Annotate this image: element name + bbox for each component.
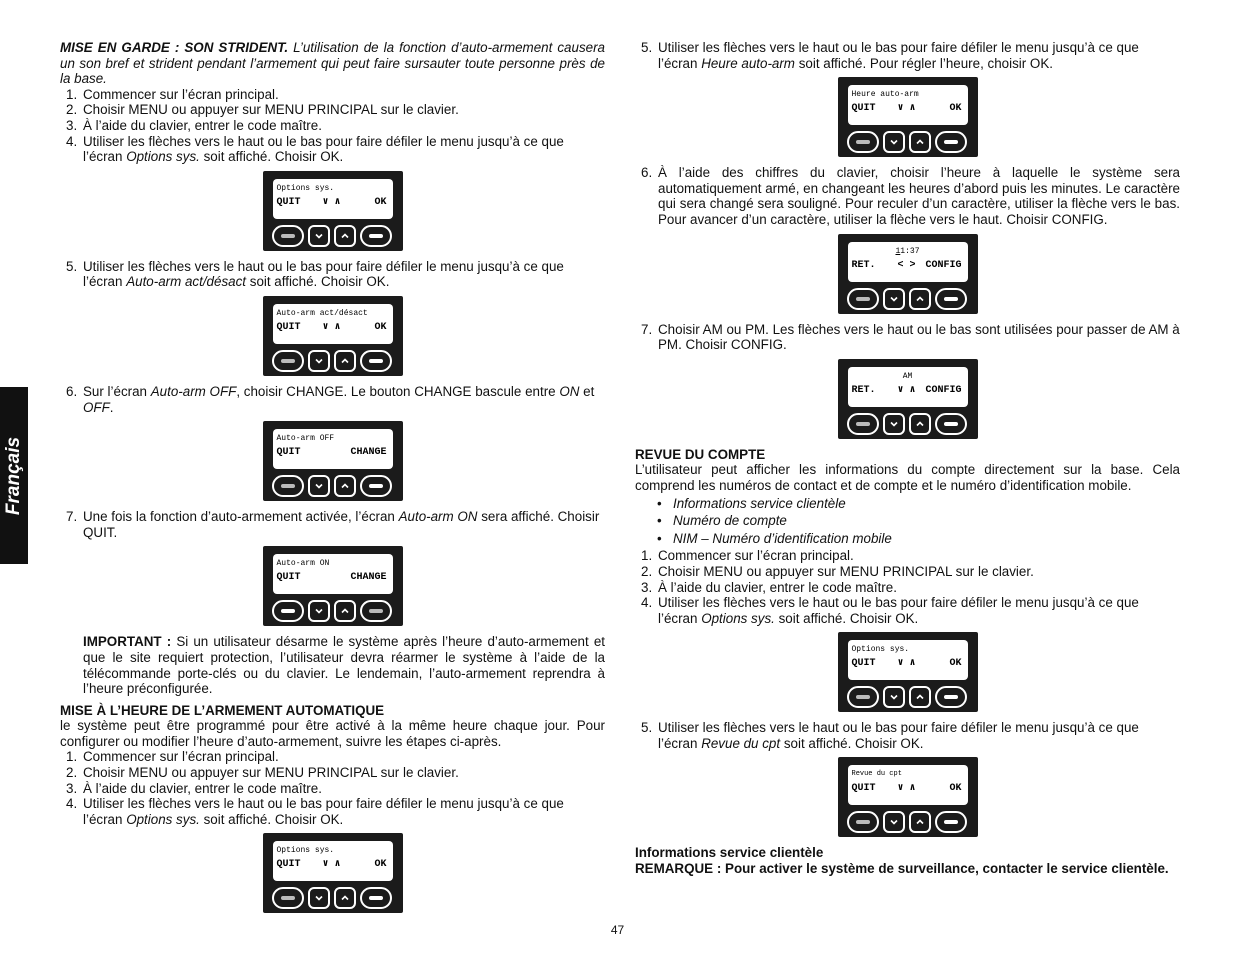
lcd-arrows: < > bbox=[897, 259, 916, 271]
lcd-right-label: CONFIG bbox=[925, 384, 962, 396]
keypad-display bbox=[838, 77, 978, 157]
list-item: 2. Choisir MENU ou appuyer sur MENU PRINCIPAL sur le clavier. bbox=[641, 563, 1034, 579]
lcd-screen bbox=[848, 640, 968, 680]
bullet-list bbox=[635, 496, 1180, 547]
list-item: 7. Une fois la fonction d’auto-armement activée, l’écran Auto-arm ON sera affiché. Choisir QUIT. bbox=[66, 509, 600, 540]
section-intro: L’utilisateur peut afficher les informations du compte directement sur la base. Cela comprend les numéros de contact et de compte et le numéro d’identification mobile. bbox=[635, 462, 1180, 493]
chevron-down-icon bbox=[890, 420, 898, 428]
left-softkey[interactable] bbox=[272, 475, 304, 497]
right-column bbox=[635, 40, 1180, 877]
left-softkey[interactable] bbox=[847, 413, 879, 435]
lcd-right-label: CHANGE bbox=[350, 572, 387, 584]
chevron-up-icon bbox=[916, 420, 924, 428]
keypad-display bbox=[263, 296, 403, 376]
section-heading: REVUE DU COMPTE bbox=[635, 446, 766, 462]
down-arrow-key[interactable] bbox=[883, 811, 905, 833]
section-intro: le système peut être programmé pour être activé à la même heure chaque jour. Pour configurer ou modifier l’heure d’auto-armement, suivre les étapes ci-après. bbox=[60, 718, 605, 749]
list-item: 3. À l’aide du clavier, entrer le code maître. bbox=[641, 579, 897, 595]
lcd-left-label: RET. bbox=[851, 259, 876, 271]
list-item: 7. Choisir AM ou PM. Les flèches vers le haut ou le bas sont utilisées pour passer de AM à PM. Choisir CONFIG. bbox=[641, 321, 1180, 353]
up-arrow-key[interactable] bbox=[909, 131, 931, 153]
list-item: 4. Utiliser les flèches vers le haut ou le bas pour faire défiler le menu jusqu’à ce que l’écran Options sys. soit affiché. Choisir OK. bbox=[66, 133, 564, 165]
lcd-right-label: OK bbox=[374, 859, 387, 871]
right-softkey[interactable] bbox=[360, 887, 392, 909]
chevron-down-icon bbox=[315, 482, 323, 490]
left-softkey[interactable] bbox=[272, 350, 304, 372]
right-softkey[interactable] bbox=[360, 475, 392, 497]
left-softkey[interactable] bbox=[847, 131, 879, 153]
lcd-left-label: RET. bbox=[851, 384, 876, 396]
down-arrow-key[interactable] bbox=[308, 887, 330, 909]
up-arrow-key[interactable] bbox=[909, 811, 931, 833]
lcd-left-label: QUIT bbox=[276, 196, 301, 208]
chevron-down-icon bbox=[890, 295, 898, 303]
down-arrow-key[interactable] bbox=[308, 475, 330, 497]
keypad-display bbox=[838, 234, 978, 314]
section-heading: MISE À L’HEURE DE L’ARMEMENT AUTOMATIQUE bbox=[60, 702, 385, 718]
lcd-title: Auto-arm ON bbox=[276, 559, 330, 569]
chevron-up-icon bbox=[916, 138, 924, 146]
up-arrow-key[interactable] bbox=[909, 288, 931, 310]
right-softkey[interactable] bbox=[935, 413, 967, 435]
list-item: 3. À l’aide du clavier, entrer le code maître. bbox=[66, 780, 322, 796]
down-arrow-key[interactable] bbox=[308, 225, 330, 247]
down-arrow-key[interactable] bbox=[883, 413, 905, 435]
steps-list-c bbox=[635, 548, 1180, 626]
chevron-down-icon bbox=[315, 232, 323, 240]
right-softkey[interactable] bbox=[935, 686, 967, 708]
left-softkey[interactable] bbox=[272, 887, 304, 909]
left-softkey[interactable] bbox=[847, 686, 879, 708]
lcd-title: Options sys. bbox=[276, 846, 335, 856]
lcd-title: Auto-arm act/désact bbox=[276, 308, 368, 318]
up-arrow-key[interactable] bbox=[334, 350, 356, 372]
up-arrow-key[interactable] bbox=[334, 887, 356, 909]
lcd-screen bbox=[848, 85, 968, 125]
list-item: 4. Utiliser les flèches vers le haut ou le bas pour faire défiler le menu jusqu’à ce que l’écran Options sys. soit affiché. Choisir OK. bbox=[641, 595, 1139, 626]
chevron-up-icon bbox=[341, 894, 349, 902]
right-softkey[interactable] bbox=[360, 350, 392, 372]
list-item: 1. Commencer sur l’écran principal. bbox=[66, 749, 279, 765]
up-arrow-key[interactable] bbox=[334, 225, 356, 247]
lcd-title: Options sys. bbox=[851, 645, 910, 655]
left-softkey[interactable] bbox=[272, 600, 304, 622]
lcd-left-label: QUIT bbox=[276, 859, 301, 871]
up-arrow-key[interactable] bbox=[334, 475, 356, 497]
right-softkey[interactable] bbox=[935, 811, 967, 833]
lcd-screen bbox=[273, 841, 393, 881]
lcd-arrows: ∨ ∧ bbox=[897, 783, 916, 795]
list-item: 5. Utiliser les flèches vers le haut ou le bas pour faire défiler le menu jusqu’à ce que l’écran Revue du cpt soit affiché. Choisir OK. bbox=[641, 720, 1139, 751]
chevron-up-icon bbox=[916, 693, 924, 701]
keypad-display bbox=[838, 757, 978, 837]
lcd-screen bbox=[273, 429, 393, 469]
list-item: • Numéro de compte bbox=[635, 513, 1180, 529]
warning-text: L’utilisation de la fonction d’auto-armement causera un son bref et strident pendant l’armement qui peut faire sursauter toute personne près de la base. bbox=[60, 40, 605, 87]
chevron-down-icon bbox=[890, 693, 898, 701]
list-item: 6. À l’aide des chiffres du clavier, choisir l’heure à laquelle le système sera automatiquement armé, en changeant les heures d’abord puis les minutes. Le caractère qui sera changé sera souligné. Pour reculer d’un caractère, utiliser la flèche vers le bas. Pour avancer d’un caractère, utiliser la flèche vers le haut. Choisir CONFIG. bbox=[641, 165, 1180, 227]
up-arrow-key[interactable] bbox=[909, 686, 931, 708]
lcd-title: Heure auto-arm bbox=[851, 90, 919, 100]
list-item: 4. Utiliser les flèches vers le haut ou le bas pour faire défiler le menu jusqu’à ce que l’écran Options sys. soit affiché. Choisir OK. bbox=[66, 796, 564, 827]
lcd-left-label: QUIT bbox=[276, 321, 301, 333]
lcd-screen bbox=[273, 304, 393, 344]
lcd-left-label: QUIT bbox=[276, 447, 301, 459]
up-arrow-key[interactable] bbox=[909, 413, 931, 435]
list-item: 2. Choisir MENU ou appuyer sur MENU PRINCIPAL sur le clavier. bbox=[66, 765, 459, 781]
chevron-up-icon bbox=[341, 482, 349, 490]
down-arrow-key[interactable] bbox=[308, 600, 330, 622]
lcd-title: AM bbox=[902, 371, 913, 381]
list-item: 5. Utiliser les flèches vers le haut ou le bas pour faire défiler le menu jusqu’à ce que l’écran Heure auto-arm soit affiché. Pour régler l’heure, choisir OK. bbox=[641, 40, 1139, 71]
chevron-down-icon bbox=[315, 894, 323, 902]
keypad-display bbox=[838, 632, 978, 712]
chevron-up-icon bbox=[916, 818, 924, 826]
chevron-up-icon bbox=[916, 295, 924, 303]
warning-title: MISE EN GARDE : SON STRIDENT. bbox=[60, 40, 289, 55]
lcd-left-label: QUIT bbox=[851, 783, 876, 795]
important-label: IMPORTANT : bbox=[83, 634, 172, 650]
remark: REMARQUE : Pour activer le système de surveillance, contacter le service clientèle. bbox=[635, 861, 1169, 877]
up-arrow-key[interactable] bbox=[334, 600, 356, 622]
lcd-arrows: ∨ ∧ bbox=[322, 859, 341, 871]
down-arrow-key[interactable] bbox=[308, 350, 330, 372]
steps-list-a bbox=[60, 87, 605, 165]
left-softkey[interactable] bbox=[847, 811, 879, 833]
chevron-down-icon bbox=[890, 818, 898, 826]
language-tab-label: Français bbox=[3, 436, 24, 515]
lcd-arrows: ∨ ∧ bbox=[897, 384, 916, 396]
list-item: 1. Commencer sur l’écran principal. bbox=[66, 86, 279, 102]
important-note: IMPORTANT : Si un utilisateur désarme le système après l’heure d’auto-armement et que le site requiert protection, l’utilisateur devra réarmer le système à l’aide de la télécommande porte-clés ou du clavier. Le lendemain, l’auto-armement reprendra à l’heure préconfigurée. bbox=[83, 634, 605, 697]
keypad-display bbox=[263, 421, 403, 501]
left-softkey[interactable] bbox=[272, 225, 304, 247]
lcd-screen bbox=[273, 554, 393, 594]
chevron-down-icon bbox=[890, 138, 898, 146]
lcd-right-label: OK bbox=[374, 196, 387, 208]
lcd-right-label: OK bbox=[374, 321, 387, 333]
lcd-screen bbox=[848, 367, 968, 407]
lcd-arrows: ∨ ∧ bbox=[322, 196, 341, 208]
chevron-down-icon bbox=[315, 607, 323, 615]
list-item: • Informations service clientèle bbox=[635, 496, 1180, 512]
warning-paragraph bbox=[60, 40, 605, 87]
left-softkey[interactable] bbox=[847, 288, 879, 310]
lcd-screen bbox=[273, 179, 393, 219]
language-tab bbox=[0, 387, 28, 564]
right-softkey[interactable] bbox=[360, 600, 392, 622]
lcd-arrows: ∨ ∧ bbox=[322, 321, 341, 333]
lcd-right-label: CONFIG bbox=[925, 259, 962, 271]
lcd-title: Revue du cpt bbox=[851, 770, 902, 779]
keypad-display bbox=[263, 171, 403, 251]
list-item: 1. Commencer sur l’écran principal. bbox=[641, 548, 854, 564]
list-item: 2. Choisir MENU ou appuyer sur MENU PRINCIPAL sur le clavier. bbox=[66, 102, 459, 118]
lcd-title: Auto-arm OFF bbox=[276, 434, 335, 444]
list-item: 3. À l’aide du clavier, entrer le code maître. bbox=[66, 117, 322, 133]
lcd-right-label: CHANGE bbox=[350, 447, 387, 459]
list-item: 6. Sur l’écran Auto-arm OFF, choisir CHANGE. Le bouton CHANGE bascule entre ON et OFF. bbox=[66, 383, 595, 415]
lcd-right-label: OK bbox=[949, 103, 962, 115]
lcd-left-label: QUIT bbox=[851, 103, 876, 115]
chevron-up-icon bbox=[341, 607, 349, 615]
keypad-display bbox=[263, 546, 403, 626]
list-item: • NIM – Numéro d’identification mobile bbox=[635, 531, 1180, 547]
right-softkey[interactable] bbox=[935, 131, 967, 153]
right-softkey[interactable] bbox=[935, 288, 967, 310]
keypad-display bbox=[838, 359, 978, 439]
down-arrow-key[interactable] bbox=[883, 686, 905, 708]
lcd-right-label: OK bbox=[949, 783, 962, 795]
chevron-down-icon bbox=[315, 357, 323, 365]
list-item: 5. Utiliser les flèches vers le haut ou le bas pour faire défiler le menu jusqu’à ce que l’écran Auto-arm act/désact soit affiché. Choisir OK. bbox=[66, 258, 564, 290]
steps-list-b bbox=[60, 749, 605, 827]
chevron-up-icon bbox=[341, 232, 349, 240]
lcd-screen bbox=[848, 242, 968, 282]
lcd-arrows: ∨ ∧ bbox=[897, 103, 916, 115]
left-column bbox=[60, 40, 605, 921]
sub-heading: Informations service clientèle bbox=[635, 845, 824, 861]
right-softkey[interactable] bbox=[360, 225, 392, 247]
chevron-up-icon bbox=[341, 357, 349, 365]
lcd-right-label: OK bbox=[949, 658, 962, 670]
keypad-display bbox=[263, 833, 403, 913]
page-number: 47 bbox=[610, 923, 625, 937]
lcd-left-label: QUIT bbox=[276, 572, 301, 584]
lcd-title: Options sys. bbox=[276, 183, 335, 193]
lcd-time: 11:37 bbox=[895, 246, 920, 256]
lcd-screen bbox=[848, 765, 968, 805]
down-arrow-key[interactable] bbox=[883, 131, 905, 153]
lcd-left-label: QUIT bbox=[851, 658, 876, 670]
down-arrow-key[interactable] bbox=[883, 288, 905, 310]
lcd-arrows: ∨ ∧ bbox=[897, 658, 916, 670]
